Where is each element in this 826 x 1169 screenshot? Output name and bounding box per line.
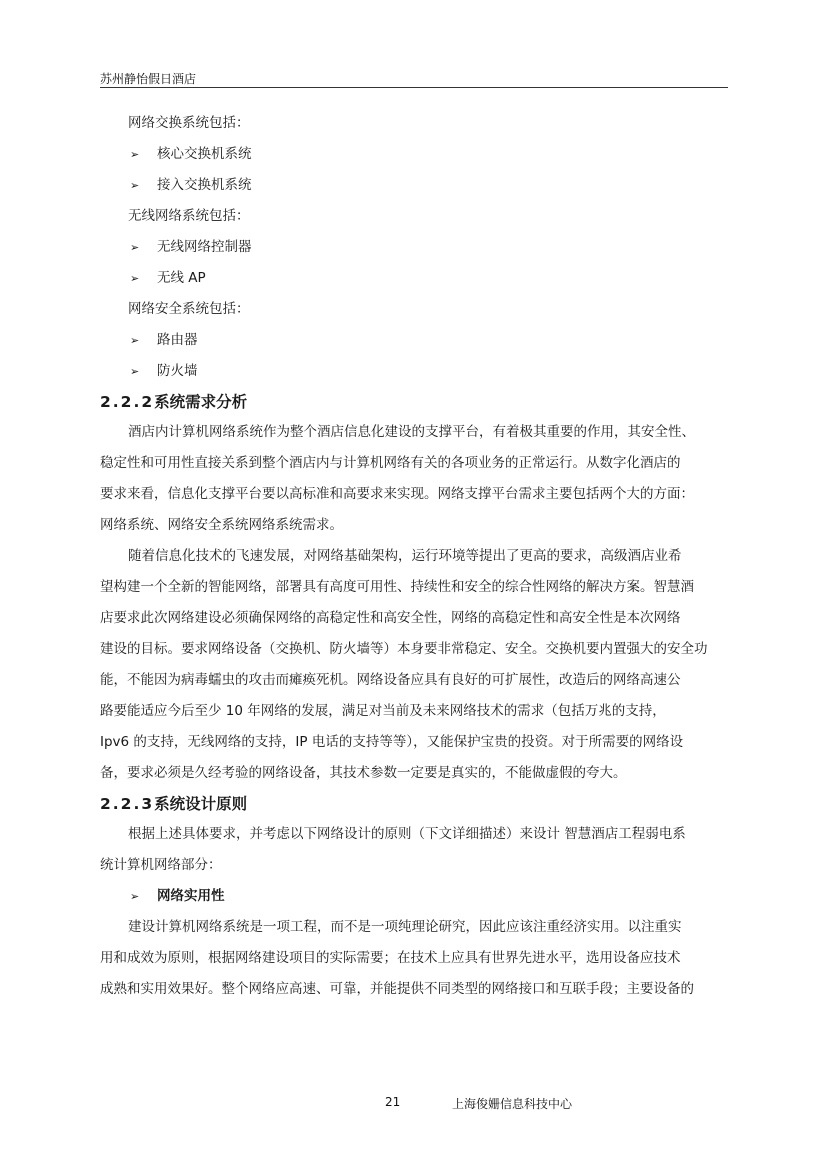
page-number: 21 [385,1095,401,1109]
header-divider [100,87,728,88]
section-heading-2-2-2: 2.2.2系统需求分析 [100,393,248,411]
page-header: 苏州静怡假日酒店 [100,72,197,86]
arrow-bullet-icon: ➢ [130,179,140,192]
footer-organization: 上海俊姗信息科技中心 [452,1097,573,1111]
paragraph: 随着信息化技术的飞速发展，对网络基础架构，运行环境等提出了更高的要求，高级酒店业希 望构建一个全新的智能网络，部署具有高度可用性、持续性和安全的综合性网络的解决方案。智慧酒 店要求此次网络建设必须确保网络的高稳定性和高安全性，网络的高稳定性和高安全性是本次网络 建设的目标。要求网络设备（交换机、防火墙等）本身要非常稳定、安全。交换机要内置强大的安全功 能，不能因为病毒蠕虫的攻击而瘫痪死机。网络设备应具有良好的可扩展性，改造后的网络高速公 路要能适应今后至少 10 年网络的发展，满足对当前及未来网络技术的需求（包括万兆的支持， Ipv6 的支持，无线网络的支持，IP 电话的支持等等），又能保护宝贵的投资。对于所需要的网络设 备，要求必须是久经考验的网络设备，其技术参数一定要是真实的，不能做虚假的夸大。 [100,548,708,781]
arrow-bullet-icon: ➢ [130,272,140,285]
switch-system-label: 网络交换系统包括： [128,115,250,131]
wireless-system-label: 无线网络系统包括： [128,208,250,224]
section-heading-2-2-3: 2.2.3系统设计原则 [100,795,248,813]
list-item: ➢ 无线网络控制器 [100,232,742,263]
list-item: ➢ 防火墙 [100,356,742,387]
arrow-bullet-icon: ➢ [130,241,140,254]
paragraph: 建设计算机网络系统是一项工程，而不是一项纯理论研究，因此应该注重经济实用。以注重实 用和成效为原则，根据网络建设项目的实际需要；在技术上应具有世界先进水平，选用设备应技术 成熟和实用效果好。整个网络应高速、可靠，并能提供不同类型的网络接口和互联手段；主要设备的 [100,919,694,997]
document-body [100,108,742,1005]
security-system-label: 网络安全系统包括： [128,301,250,317]
arrow-bullet-icon: ➢ [130,365,140,378]
list-item: ➢ 无线 AP [100,263,742,294]
paragraph: 酒店内计算机网络系统作为整个酒店信息化建设的支撑平台，有着极其重要的作用，其安全性、 稳定性和可用性直接关系到整个酒店内与计算机网络有关的各项业务的正常运行。从数字化酒店的 要求来看，信息化支撑平台要以高标准和高要求来实现。网络支撑平台需求主要包括两个大的方面： 网络系统、网络安全系统网络系统需求。 [100,424,695,533]
list-item: ➢ 接入交换机系统 [100,170,742,201]
arrow-bullet-icon: ➢ [130,890,140,903]
list-item: ➢ 路由器 [100,325,742,356]
list-item: ➢ 核心交换机系统 [100,139,742,170]
arrow-bullet-icon: ➢ [130,148,140,161]
arrow-bullet-icon: ➢ [130,334,140,347]
list-item: ➢ 网络实用性 [100,881,742,912]
paragraph: 根据上述具体要求，并考虑以下网络设计的原则（下文详细描述）来设计 智慧酒店工程弱电系 统计算机网络部分： [100,826,686,873]
